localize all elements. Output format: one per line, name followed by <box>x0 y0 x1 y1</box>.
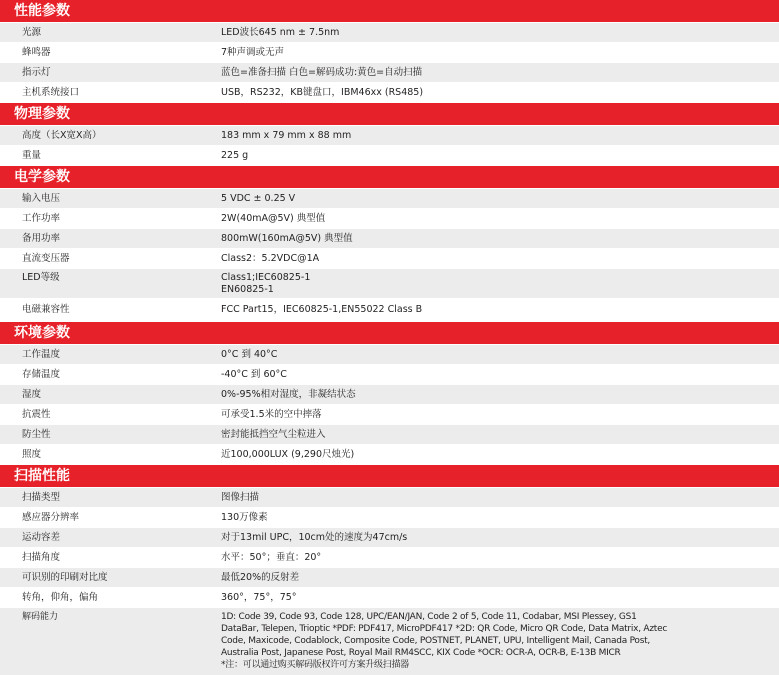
spec-value: 水平：50°；垂直：20° <box>221 552 322 563</box>
spec-value: 0°C 到 40°C <box>221 349 278 360</box>
spec-value: 0%-95%相对湿度，非凝结状态 <box>221 389 356 400</box>
spec-row <box>0 299 779 322</box>
spec-label: 抗震性 <box>22 409 51 420</box>
spec-label: 感应器分辨率 <box>22 512 80 523</box>
spec-value: FCC Part15，IEC60825-1,EN55022 Class B <box>221 304 423 315</box>
spec-row <box>0 209 779 229</box>
spec-label: 可识别的印刷对比度 <box>22 572 108 583</box>
spec-row <box>0 43 779 63</box>
spec-value <box>208 272 779 298</box>
spec-label: 电磁兼容性 <box>22 304 70 315</box>
spec-row <box>0 568 779 588</box>
spec-label: 光源 <box>22 27 42 38</box>
spec-label: 重量 <box>22 150 42 161</box>
spec-row <box>0 425 779 445</box>
spec-value: 图像扫描 <box>221 492 260 503</box>
spec-label: 蜂鸣器 <box>22 47 51 58</box>
spec-row <box>0 249 779 269</box>
spec-label: 指示灯 <box>22 67 51 78</box>
spec-row <box>0 269 779 299</box>
spec-label: 输入电压 <box>22 193 61 204</box>
section-header-physical: 物理参数 <box>0 103 779 126</box>
spec-row <box>0 229 779 249</box>
spec-label: 照度 <box>22 449 42 460</box>
spec-label: 高度（长X宽X高） <box>22 130 102 141</box>
spec-value-line: 1D: Code 39, Code 93, Code 128, UPC/EAN/JAN, Code 2 of 5, Code 11, Codabar, MSI Plessey, GS1 <box>221 612 637 622</box>
spec-value: 800mW(160mA@5V) 典型值 <box>221 233 353 244</box>
spec-row <box>0 146 779 166</box>
spec-value-line: *注：可以通过购买解码版权许可方案升级扫描器 <box>221 660 410 670</box>
spec-value-line: EN60825-1 <box>221 284 274 295</box>
spec-label: 转角，仰角，偏角 <box>22 592 99 603</box>
spec-value-line: Code, Maxicode, Codablock, Composite Code, POSTNET, PLANET, UPU, Intelligent Mail, Canada Post, <box>221 636 651 646</box>
spec-row <box>0 189 779 209</box>
spec-value: 5 VDC ± 0.25 V <box>221 193 296 204</box>
spec-value: 130万像素 <box>221 512 268 523</box>
spec-row <box>0 488 779 508</box>
spec-label: LED等级 <box>22 272 60 283</box>
spec-value: 183 mm x 79 mm x 88 mm <box>221 130 352 141</box>
spec-label: 湿度 <box>22 389 42 400</box>
spec-row <box>0 445 779 465</box>
spec-value: USB，RS232，KB键盘口，IBM46xx (RS485) <box>221 87 424 98</box>
spec-value: 360°，75°，75° <box>221 592 297 603</box>
spec-row <box>0 83 779 103</box>
spec-label: 备用功率 <box>22 233 61 244</box>
spec-row <box>0 548 779 568</box>
spec-label: 扫描角度 <box>22 552 61 563</box>
section-header-environment: 环境参数 <box>0 322 779 345</box>
spec-value: LED波长645 nm ± 7.5nm <box>221 27 340 38</box>
spec-value: 2W(40mA@5V) 典型值 <box>221 213 326 224</box>
spec-row <box>0 23 779 43</box>
spec-label: 工作功率 <box>22 213 61 224</box>
section-header-electrical: 电学参数 <box>0 166 779 189</box>
spec-label: 解码能力 <box>22 612 59 622</box>
spec-label: 主机系统接口 <box>22 87 80 98</box>
spec-value: 225 g <box>221 150 249 161</box>
spec-row <box>0 365 779 385</box>
spec-value: 对于13mil UPC，10cm处的速度为47cm/s <box>221 532 408 543</box>
spec-row <box>0 588 779 608</box>
spec-row <box>0 345 779 365</box>
spec-label: 扫描类型 <box>22 492 61 503</box>
spec-value: 可承受1.5米的空中摔落 <box>221 409 322 420</box>
spec-value-line: DataBar, Telepen, Trioptic *PDF: PDF417, MicroPDF417 *2D: QR Code, Micro QR Code, Data Matrix, Aztec <box>221 624 668 634</box>
spec-label: 运动容差 <box>22 532 61 543</box>
spec-row <box>0 608 779 676</box>
spec-value-line: Class1;IEC60825-1 <box>221 272 311 283</box>
spec-value <box>208 611 779 675</box>
spec-value-line: Australia Post, Japanese Post, Royal Mail RM4SCC, KIX Code *OCR: OCR-A, OCR-B, E-13B MICR <box>221 648 621 658</box>
spec-label: 直流变压器 <box>22 253 70 264</box>
spec-row <box>0 126 779 146</box>
spec-value: 7种声调或无声 <box>221 47 285 58</box>
spec-value: 最低20%的反射差 <box>221 572 300 583</box>
spec-value: 近100,000LUX (9,290尺烛光) <box>221 449 355 460</box>
spec-value: Class2：5.2VDC@1A <box>221 253 320 264</box>
spec-row <box>0 405 779 425</box>
spec-row <box>0 385 779 405</box>
spec-row <box>0 508 779 528</box>
section-header-performance: 性能参数 <box>0 0 779 23</box>
spec-label: 防尘性 <box>22 429 51 440</box>
section-header-scanning: 扫描性能 <box>0 465 779 488</box>
spec-value: 密封能抵挡空气尘粒进入 <box>221 429 326 440</box>
spec-row <box>0 63 779 83</box>
spec-label: 工作温度 <box>22 349 61 360</box>
spec-value: -40°C 到 60°C <box>221 369 287 380</box>
spec-label: 存储温度 <box>22 369 61 380</box>
spec-value: 蓝色=准备扫描 白色=解码成功:黄色=自动扫描 <box>221 67 423 78</box>
spec-row <box>0 528 779 548</box>
